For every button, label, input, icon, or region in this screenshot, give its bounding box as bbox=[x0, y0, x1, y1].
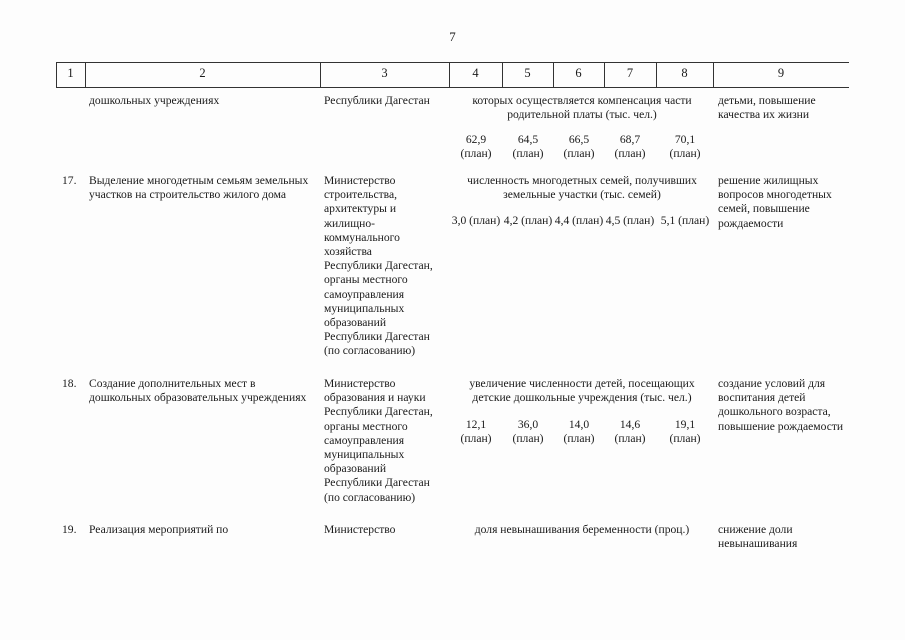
header-col-5: 5 bbox=[524, 66, 531, 80]
value-cell: 66,5 (план) bbox=[563, 133, 595, 161]
row-number: 17. bbox=[62, 174, 77, 187]
executor-text: Министерство bbox=[324, 523, 396, 536]
value-cell: 4,5 (план) bbox=[605, 214, 655, 227]
value-cell: 62,9 (план) bbox=[460, 133, 492, 161]
header-top-border bbox=[56, 62, 849, 63]
value-cell: 5,1 (план) bbox=[660, 214, 710, 227]
executor-text: Республики Дагестан bbox=[324, 94, 430, 107]
executor-text: Министерство образования и науки Республики Дагестан, органы местного самоуправления муниципальных образований Республики Дагестан (по согласованию) bbox=[324, 377, 433, 504]
result-text: решение жилищных вопросов многодетных семей, повышение рождаемости bbox=[718, 174, 832, 230]
indicator-text: которых осуществляется компенсация части родительной платы (тыс. чел.) bbox=[472, 94, 692, 122]
measure-text: дошкольных учреждениях bbox=[89, 94, 220, 107]
header-col-1: 1 bbox=[67, 66, 74, 80]
result-text: снижение доли невынашивания bbox=[718, 523, 798, 551]
value-cell: 14,6 (план) bbox=[614, 418, 646, 446]
value-cell: 64,5 (план) bbox=[512, 133, 544, 161]
value-cell: 14,0 (план) bbox=[563, 418, 595, 446]
indicator-text: увеличение численности детей, посещающих детские дошкольные учреждения (тыс. чел.) bbox=[469, 377, 695, 405]
row-number: 19. bbox=[62, 523, 77, 536]
row-number: 18. bbox=[62, 377, 77, 390]
measure-text: Реализация мероприятий по bbox=[89, 523, 229, 536]
value-cell: 19,1 (план) bbox=[669, 418, 701, 446]
page-number: 7 bbox=[449, 29, 456, 44]
header-col-9: 9 bbox=[777, 66, 785, 80]
executor-text: Министерство строительства, архитектуры и жилищно- коммунального хозяйства Республики Дагестан, органы местного самоуправления муниципальных образований Республики Дагестан (по согласованию) bbox=[324, 174, 433, 358]
value-cell: 4,2 (план) bbox=[503, 214, 553, 227]
indicator-text: доля невынашивания беременности (проц.) bbox=[474, 523, 690, 536]
header-col-2: 2 bbox=[199, 66, 206, 80]
measure-text: Создание дополнительных мест в дошкольных образовательных учреждениях bbox=[89, 377, 307, 405]
header-col-8: 8 bbox=[681, 66, 688, 80]
header-col-4: 4 bbox=[472, 66, 479, 80]
header-bottom-border bbox=[56, 87, 849, 88]
value-cell: 4,4 (план) bbox=[554, 214, 604, 227]
result-text: детьми, повышение качества их жизни bbox=[718, 94, 816, 122]
header-col-6: 6 bbox=[575, 66, 582, 80]
value-cell: 68,7 (план) bbox=[614, 133, 646, 161]
header-col-3: 3 bbox=[381, 66, 388, 80]
measure-text: Выделение многодетным семьям земельных участков на строительство жилого дома bbox=[89, 174, 309, 202]
value-cell: 3,0 (план) bbox=[451, 214, 501, 227]
value-cell: 70,1 (план) bbox=[669, 133, 701, 161]
value-cell: 36,0 (план) bbox=[512, 418, 544, 446]
header-col-7: 7 bbox=[626, 66, 634, 80]
result-text: создание условий для воспитания детей дошкольного возраста, повышение рождаемости bbox=[718, 377, 844, 433]
indicator-text: численность многодетных семей, получивших земельные участки (тыс. семей) bbox=[467, 174, 697, 202]
value-cell: 12,1 (план) bbox=[460, 418, 492, 446]
